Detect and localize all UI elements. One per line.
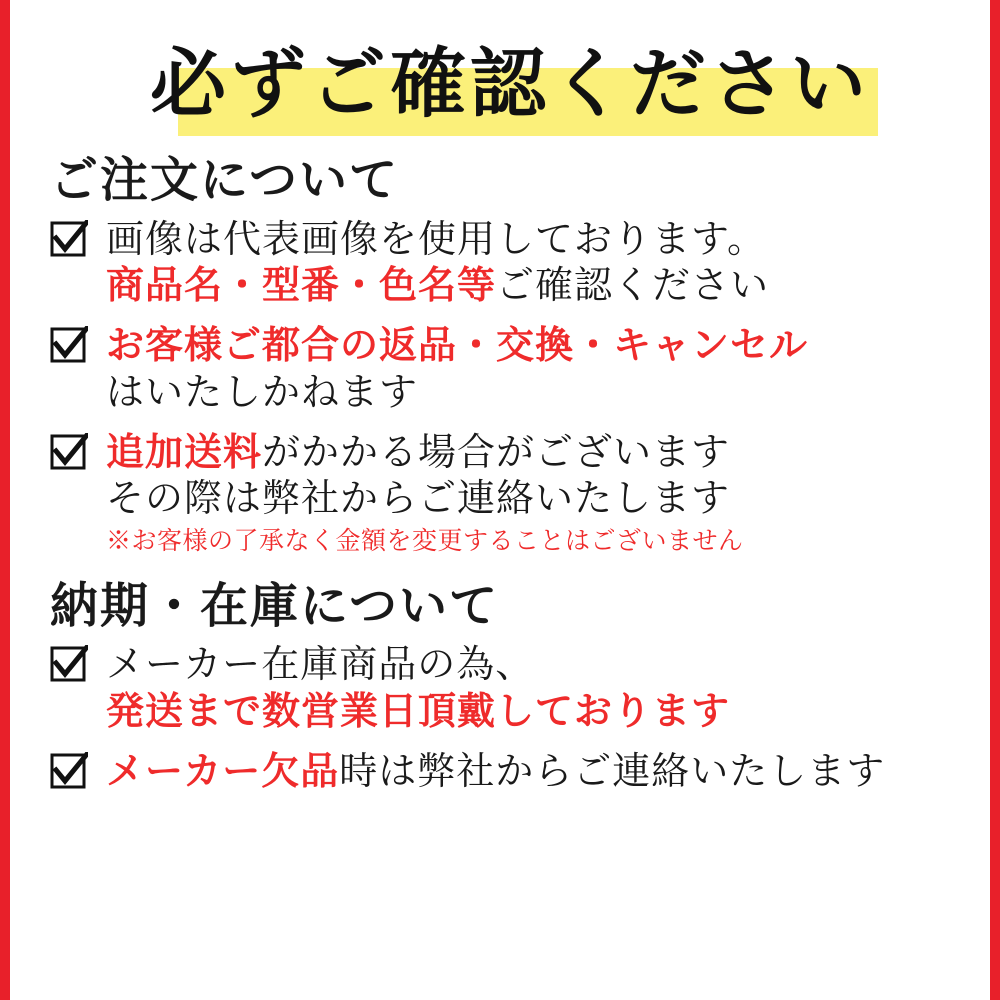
item-line [106, 475, 962, 521]
section-heading-delivery: 納期・在庫について [50, 577, 500, 634]
item-line [106, 748, 962, 794]
item-text-red: メーカー欠品 [106, 748, 340, 794]
item-note: ※お客様の了承なく金額を変更することはございません [106, 525, 744, 555]
item-line [106, 262, 962, 308]
item-text-red: 追加送料 [106, 429, 263, 475]
page-title: 必ずご確認ください [150, 39, 870, 128]
checkbox-checked-icon [50, 326, 88, 364]
list-item [50, 429, 962, 556]
item-line [106, 369, 962, 415]
item-text: 時は弊社からご連絡いたします [339, 749, 886, 794]
item-text: ご確認ください [496, 262, 770, 307]
item-text: はいたしかねます [106, 369, 419, 414]
right-red-border [990, 0, 1000, 1000]
item-text: 画像は代表画像を使用しております。 [106, 216, 766, 261]
list-item [50, 641, 962, 734]
item-text: メーカー在庫商品の為、 [106, 642, 535, 687]
item-line [106, 429, 962, 475]
section-heading-orders: ご注文について [50, 152, 400, 208]
checkbox-checked-icon [50, 433, 88, 471]
item-text-red: 発送まで数営業日頂戴しております [106, 687, 731, 733]
item-line [106, 641, 962, 687]
notice-content [10, 0, 990, 1000]
item-text-red: お客様ご都合の返品・交換・キャンセル [106, 322, 809, 368]
left-red-border [0, 0, 10, 1000]
checkbox-checked-icon [50, 645, 88, 683]
item-line [106, 688, 962, 734]
item-text: その際は弊社からご連絡いたします [106, 476, 731, 521]
list-item [50, 748, 962, 794]
item-text-red: 商品名・型番・色名等 [106, 261, 497, 307]
item-text: がかかる場合がございます [262, 430, 731, 475]
list-item [50, 322, 962, 415]
page-title-block [38, 26, 962, 144]
item-line [106, 322, 962, 368]
list-item [50, 216, 962, 309]
item-line [106, 216, 962, 262]
checkbox-checked-icon [50, 752, 88, 790]
checkbox-checked-icon [50, 220, 88, 258]
